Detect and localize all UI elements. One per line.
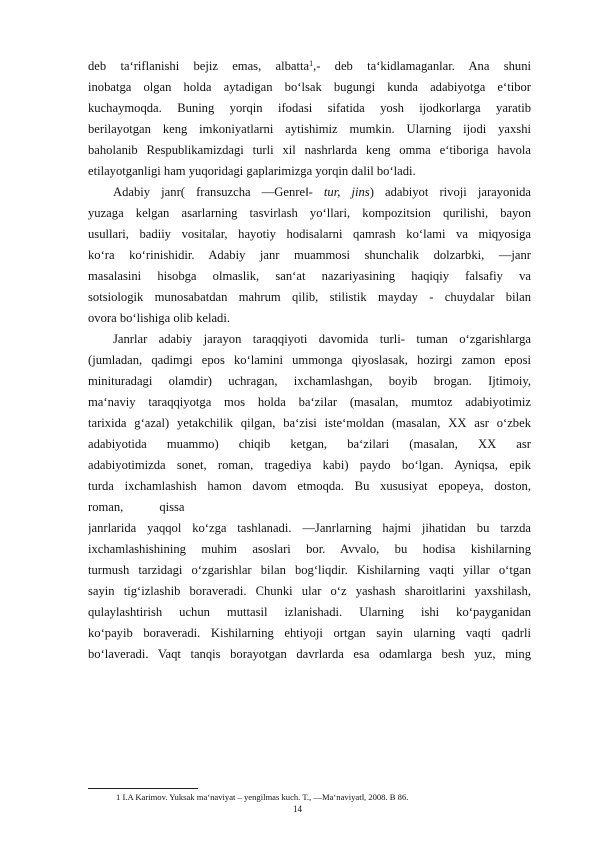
text-line: etilayotganligi ham yuqoridagi gaplarimizga yorqin dalil bo‘ladi.	[88, 164, 416, 178]
text-line: minituradagi olamdir) uchragan, ixchamlashgan, boyib brogan. Ijtimoiy,	[88, 374, 531, 388]
text-line: ovora bo‘lishiga olib keladi.	[88, 311, 230, 325]
text-line: inobatga olgan holda aytadigan bo‘lsak bugungi kunda adabiyotga e‘tibor	[88, 80, 531, 94]
text-line: ko‘ra ko‘rinishidir. Adabiy janr muammosi shunchalik dolzarbki, ―janr	[88, 248, 531, 262]
text-line: roman, qissa	[88, 500, 185, 514]
text-line: turda ixchamlashish hamon davom etmoqda. Bu xususiyat epopeya, doston,	[88, 479, 531, 493]
text-line: adabiyotida muammo) chiqib ketgan, ba‘zilari (masalan, XX asr	[88, 437, 531, 451]
text-line: sotsiologik munosabatdan mahrum qilib, stilistik mayday - chuydalar bilan	[88, 290, 531, 304]
footnote-divider	[88, 788, 198, 789]
paragraph-first-line: Adabiy janr( fransuzcha ―Genre‖- tur, jins) adabiyot rivoji jarayonida	[113, 185, 531, 199]
text-line: turmush tarzidagi o‘zgarishlar bilan bog‘liqdir. Kishilarning vaqti yillar o‘tgan	[88, 563, 531, 577]
text-line: deb ta‘riflanishi bejiz emas, albatta$^1$,- deb ta‘kidlamaganlar. Ana shuni	[88, 59, 531, 73]
text-line: sayin tig‘izlashib boraveradi. Chunki ular o‘z yashash sharoitlarini yaxshilash,	[88, 584, 531, 598]
text-line: baholanib Respublikamizdagi turli xil nashrlarda keng omma e‘tiboriga havola	[88, 143, 531, 157]
text-line: janrlarida yaqqol ko‘zga tashlanadi. ―Janrlarning hajmi jihatidan bu tarzda	[88, 521, 531, 535]
text-line: ko‘payib boraveradi. Kishilarning ehtiyoji ortgan sayin ularning vaqti qadrli	[88, 626, 531, 640]
text-line: bo‘laveradi. Vaqt tanqis borayotgan davrlarda esa odamlarga besh yuz, ming	[88, 647, 531, 661]
text-line: tarixida g‘azal) yetakchilik qilgan, ba‘zisi iste‘moldan (masalan, XX asr o‘zbek	[88, 416, 531, 430]
footnote: 1 I.A Karimov. Yuksak ma‘naviyat – yengilmas kuch. T., ―Ma‘naviyat‖, 2008. B 86.	[116, 792, 409, 802]
footnote-marker: 1	[309, 59, 314, 68]
text-line: yuzaga kelgan asarlarning tasvirlash yo‘llari, kompozitsion qurilishi, bayon	[88, 206, 531, 220]
text-line: berilayotgan keng imkoniyatlarni aytishimiz mumkin. Ularning ijodi yaxshi	[88, 122, 531, 136]
text-line: ma‘naviy taraqqiyotga mos holda ba‘zilar (masalan, mumtoz adabiyotimiz	[88, 395, 531, 409]
text-line: adabiyotimizda sonet, roman, tragediya kabi) paydo bo‘lgan. Ayniqsa, epik	[88, 458, 531, 472]
text-line: usullari, badiiy vositalar, hayotiy hodisalarni qamrash ko‘lami va miqyosiga	[88, 227, 531, 241]
text-line: qulaylashtirish uchun muttasil izlanishadi. Ularning ishi ko‘payganidan	[88, 605, 531, 619]
text-line: ixchamlashishining muhim asoslari bor. Avvalo, bu hodisa kishilarning	[88, 542, 531, 556]
paragraph-first-line: Janrlar adabiy jarayon taraqqiyoti davomida turli- tuman o‘zgarishlarga	[113, 332, 531, 346]
page-number: 14	[293, 804, 302, 814]
text-line: masalasini hisobga olmaslik, san‘at nazariyasining haqiqiy falsafiy va	[88, 269, 531, 283]
text-line: kuchaymoqda. Buning yorqin ifodasi sifatida yosh ijodkorlarga yaratib	[88, 101, 531, 115]
text-line: (jumladan, qadimgi epos ko‘lamini ummonga qiyoslasak, hozirgi zamon eposi	[88, 353, 531, 367]
